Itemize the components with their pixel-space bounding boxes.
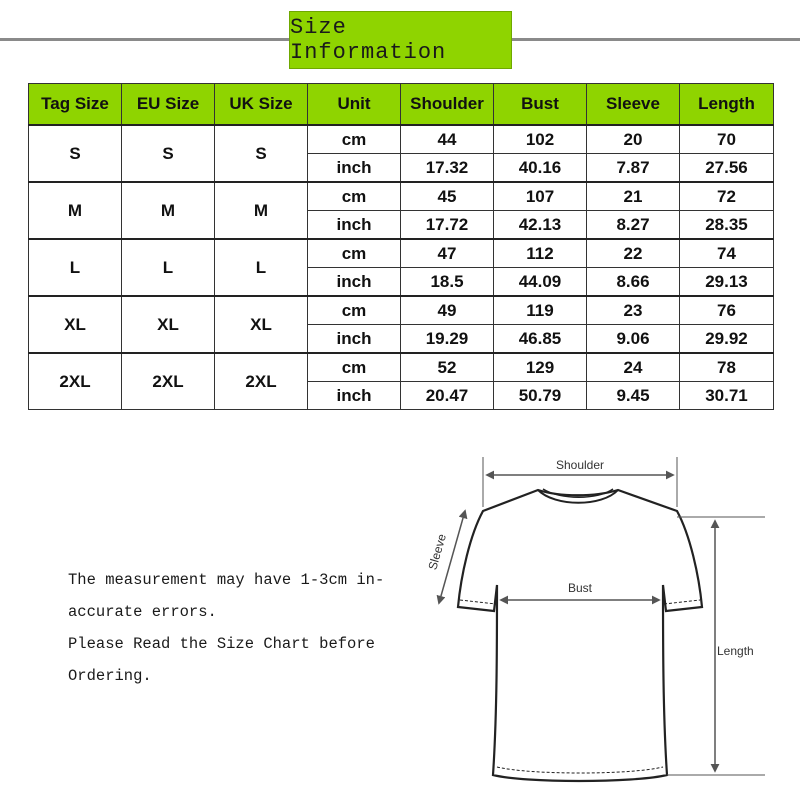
sleeve-cell: 24 <box>587 353 680 382</box>
note-line: Ordering. <box>68 667 152 685</box>
size-table <box>28 83 774 410</box>
uk-size-cell: XL <box>215 296 308 353</box>
sleeve-cell: 7.87 <box>587 154 680 183</box>
title-rule-left <box>0 38 290 41</box>
shoulder-cell: 18.5 <box>401 268 494 297</box>
unit-cell: cm <box>308 239 401 268</box>
note-line: accurate errors. <box>68 603 217 621</box>
sleeve-cell: 9.45 <box>587 382 680 410</box>
shoulder-cell: 52 <box>401 353 494 382</box>
tshirt-outline-icon <box>458 490 702 781</box>
eu-size-cell: XL <box>122 296 215 353</box>
tag-size-cell: S <box>29 125 122 182</box>
header-uk-size: UK Size <box>215 84 308 126</box>
tag-size-cell: L <box>29 239 122 296</box>
tag-size-cell: 2XL <box>29 353 122 410</box>
sleeve-cell: 9.06 <box>587 325 680 354</box>
shoulder-cell: 47 <box>401 239 494 268</box>
length-cell: 29.92 <box>680 325 774 354</box>
bust-cell: 107 <box>494 182 587 211</box>
uk-size-cell: M <box>215 182 308 239</box>
sleeve-cell: 20 <box>587 125 680 154</box>
unit-cell: cm <box>308 353 401 382</box>
unit-cell: cm <box>308 125 401 154</box>
sleeve-cell: 23 <box>587 296 680 325</box>
table-row <box>29 353 774 382</box>
title-rule-right <box>510 38 800 41</box>
eu-size-cell: L <box>122 239 215 296</box>
table-row <box>29 296 774 325</box>
shoulder-cell: 44 <box>401 125 494 154</box>
bust-cell: 44.09 <box>494 268 587 297</box>
bust-cell: 40.16 <box>494 154 587 183</box>
shoulder-cell: 17.72 <box>401 211 494 240</box>
tag-size-cell: XL <box>29 296 122 353</box>
table-row <box>29 239 774 268</box>
header-unit: Unit <box>308 84 401 126</box>
shoulder-cell: 19.29 <box>401 325 494 354</box>
unit-cell: inch <box>308 154 401 183</box>
tshirt-diagram <box>405 445 800 800</box>
header-eu-size: EU Size <box>122 84 215 126</box>
unit-cell: cm <box>308 182 401 211</box>
sleeve-cell: 8.27 <box>587 211 680 240</box>
table-row <box>29 182 774 211</box>
header-sleeve: Sleeve <box>587 84 680 126</box>
length-cell: 30.71 <box>680 382 774 410</box>
header-tag-size: Tag Size <box>29 84 122 126</box>
uk-size-cell: S <box>215 125 308 182</box>
bust-cell: 42.13 <box>494 211 587 240</box>
bust-cell: 112 <box>494 239 587 268</box>
shoulder-cell: 20.47 <box>401 382 494 410</box>
length-cell: 29.13 <box>680 268 774 297</box>
table-row <box>29 125 774 154</box>
measurement-note <box>68 564 408 692</box>
unit-cell: inch <box>308 268 401 297</box>
header-shoulder: Shoulder <box>401 84 494 126</box>
length-cell: 70 <box>680 125 774 154</box>
length-cell: 78 <box>680 353 774 382</box>
eu-size-cell: M <box>122 182 215 239</box>
eu-size-cell: S <box>122 125 215 182</box>
unit-cell: inch <box>308 382 401 410</box>
note-line: Please Read the Size Chart before <box>68 635 375 653</box>
uk-size-cell: 2XL <box>215 353 308 410</box>
length-label: Length <box>717 644 754 658</box>
bust-cell: 129 <box>494 353 587 382</box>
shoulder-cell: 45 <box>401 182 494 211</box>
unit-cell: inch <box>308 211 401 240</box>
sleeve-cell: 8.66 <box>587 268 680 297</box>
bust-cell: 102 <box>494 125 587 154</box>
uk-size-cell: L <box>215 239 308 296</box>
header-length: Length <box>680 84 774 126</box>
bust-cell: 119 <box>494 296 587 325</box>
shoulder-cell: 17.32 <box>401 154 494 183</box>
length-cell: 74 <box>680 239 774 268</box>
bust-cell: 46.85 <box>494 325 587 354</box>
page-title: Size Information <box>289 11 512 69</box>
length-cell: 76 <box>680 296 774 325</box>
length-cell: 27.56 <box>680 154 774 183</box>
unit-cell: inch <box>308 325 401 354</box>
bust-label: Bust <box>567 581 593 595</box>
sleeve-cell: 22 <box>587 239 680 268</box>
shoulder-cell: 49 <box>401 296 494 325</box>
header-bust: Bust <box>494 84 587 126</box>
bust-cell: 50.79 <box>494 382 587 410</box>
shoulder-label: Shoulder <box>555 458 605 472</box>
tag-size-cell: M <box>29 182 122 239</box>
sleeve-label: Sleeve <box>425 532 449 572</box>
length-cell: 72 <box>680 182 774 211</box>
table-header-row <box>29 84 774 126</box>
sleeve-cell: 21 <box>587 182 680 211</box>
length-cell: 28.35 <box>680 211 774 240</box>
unit-cell: cm <box>308 296 401 325</box>
note-line: The measurement may have 1-3cm in- <box>68 571 385 589</box>
eu-size-cell: 2XL <box>122 353 215 410</box>
